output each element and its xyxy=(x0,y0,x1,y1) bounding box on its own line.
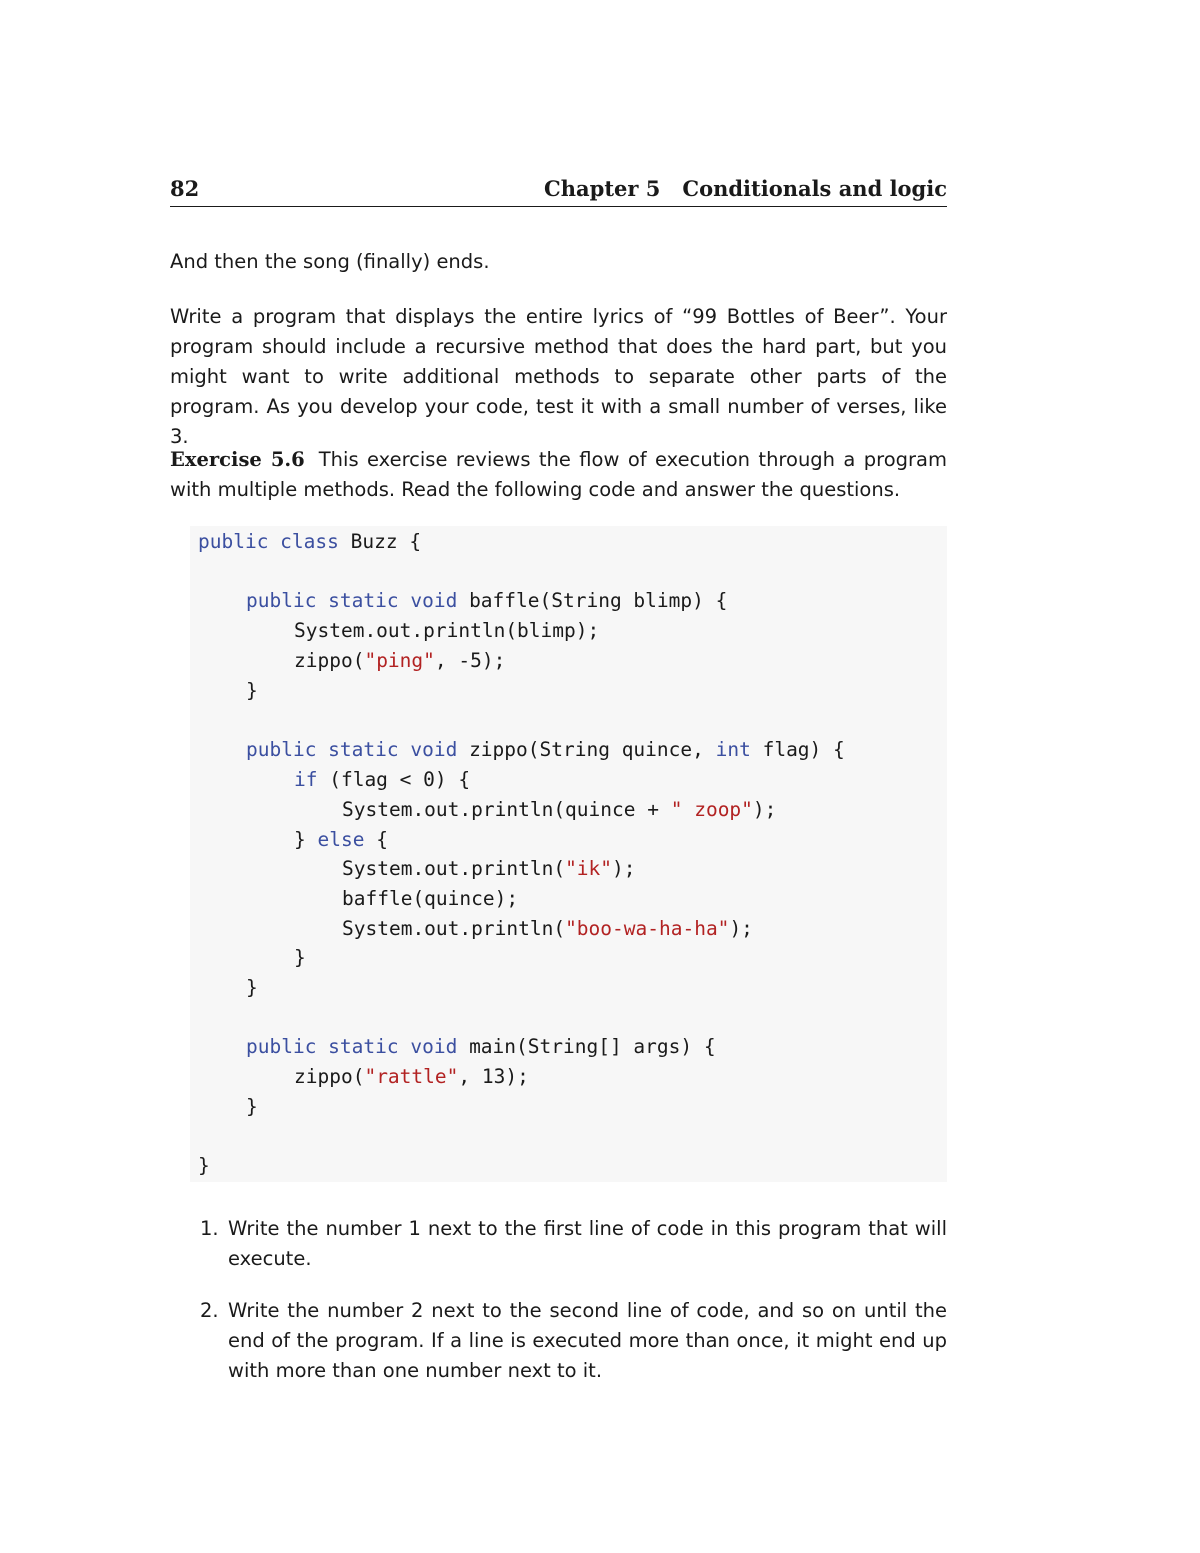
question-text: Write the number 2 next to the second line of code, and so on until the end of the program. If a line is executed more than once, it might end up with more than one number next to it. xyxy=(228,1299,947,1382)
code-line-4: zippo("ping", -5); xyxy=(294,649,506,672)
code-line-11: baffle(quince); xyxy=(342,887,519,910)
code-line-1: public class Buzz { xyxy=(198,530,422,553)
page-number: 82 xyxy=(170,176,200,201)
question-number: 2. xyxy=(200,1299,219,1322)
question-2 xyxy=(200,1296,947,1386)
code-line-10: System.out.println("ik"); xyxy=(342,857,636,880)
code-line-12: System.out.println("boo-wa-ha-ha"); xyxy=(342,917,753,940)
code-line-16: zippo("rattle", 13); xyxy=(294,1065,529,1088)
code-listing xyxy=(190,526,947,1182)
code-line-9: } else { xyxy=(294,828,388,851)
running-head xyxy=(544,176,947,201)
code-line-8: System.out.println(quince + " zoop"); xyxy=(342,798,777,821)
chapter-title: Conditionals and logic xyxy=(682,176,947,201)
code-line-15: public static void main(String[] args) { xyxy=(246,1035,716,1058)
code-line-13: } xyxy=(294,946,306,969)
chapter-label: Chapter 5 xyxy=(544,176,661,201)
question-number: 1. xyxy=(200,1217,219,1240)
question-text: Write the number 1 next to the first line of code in this program that will execute. xyxy=(228,1217,947,1270)
code-line-2: public static void baffle(String blimp) { xyxy=(246,589,728,612)
code-line-14: } xyxy=(246,976,258,999)
exercise-intro xyxy=(170,445,947,505)
question-1 xyxy=(200,1214,947,1274)
paragraph-song-ends: And then the song (finally) ends. xyxy=(170,250,490,273)
paragraph-99-bottles: Write a program that displays the entire lyrics of “99 Bottles of Beer”. Your program should include a recursive method that does the hard part, but you might want to write additional methods to separate other parts of the program. As you develop your code, test it with a small number of verses, like 3. xyxy=(170,305,947,448)
code-line-3: System.out.println(blimp); xyxy=(294,619,600,642)
code-line-17: } xyxy=(246,1095,258,1118)
code-line-18: } xyxy=(198,1154,210,1177)
code-line-5: } xyxy=(246,679,258,702)
page-header xyxy=(170,176,947,207)
exercise-label: Exercise 5.6 xyxy=(170,448,305,471)
exercise-text: This exercise reviews the flow of execution through a program with multiple methods. Read the following code and answer the questions. xyxy=(170,448,947,501)
code-line-7: if (flag < 0) { xyxy=(294,768,471,791)
code-line-6: public static void zippo(String quince, int flag) { xyxy=(246,738,845,761)
